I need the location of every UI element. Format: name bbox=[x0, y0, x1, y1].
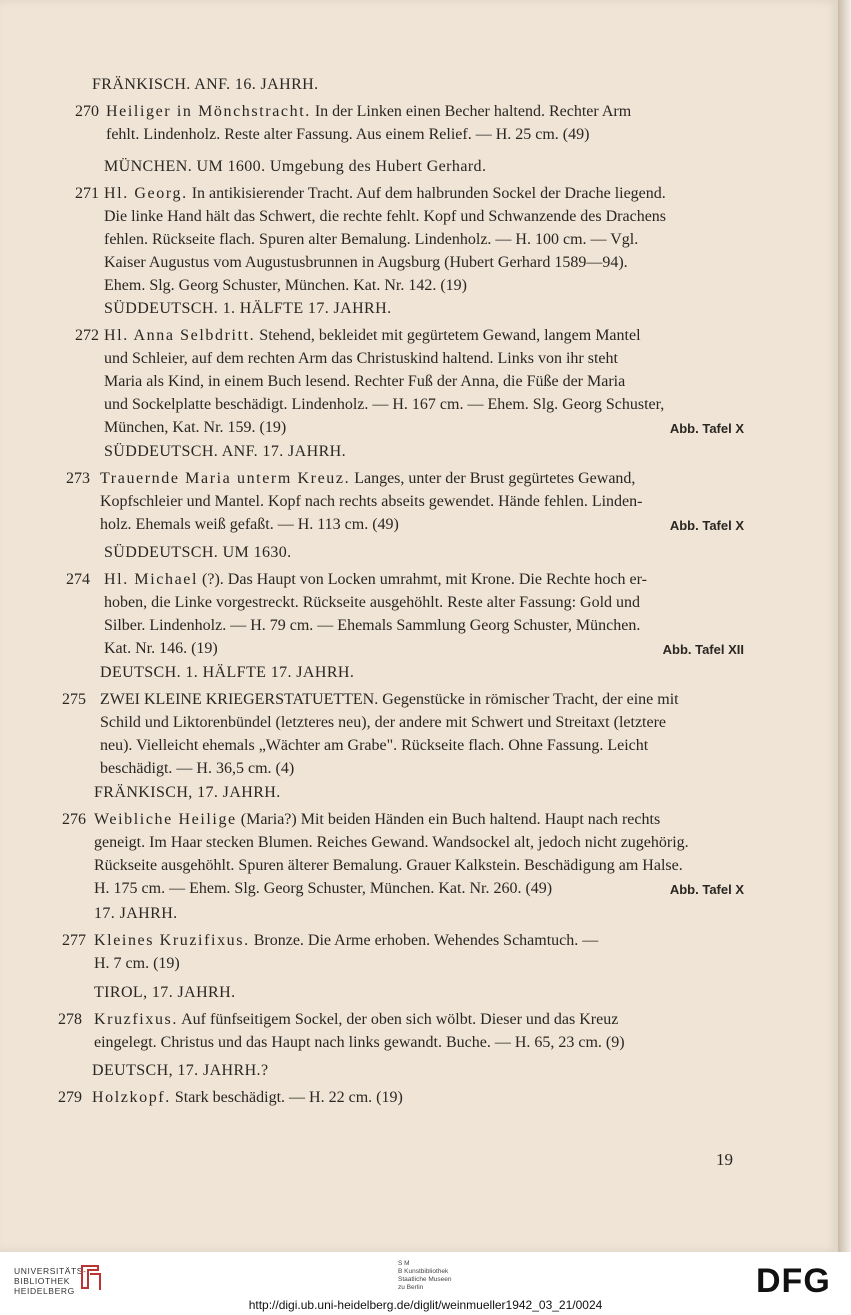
entry-text-line bbox=[104, 614, 640, 637]
object-description: holz. Ehemals weiß gefaßt. — H. 113 cm. (49) bbox=[100, 516, 399, 533]
university-logo-icon bbox=[78, 1262, 104, 1297]
object-description: Die linke Hand hält das Schwert, die rechte fehlt. Kopf und Schwanzende des Drachens bbox=[104, 208, 667, 225]
object-description: und Sockelplatte beschädigt. Lindenholz. — H. 167 cm. — Ehem. Slg. Georg Schuster, bbox=[104, 396, 665, 413]
entry-text-line bbox=[100, 688, 679, 711]
object-description: Langes, unter der Brust gegürtetes Gewand, bbox=[350, 470, 636, 487]
entry-text-line bbox=[104, 182, 666, 205]
entry-text-line bbox=[104, 416, 286, 439]
entry-text-line bbox=[100, 711, 666, 734]
object-description: Stark beschädigt. — H. 22 cm. (19) bbox=[170, 1089, 403, 1106]
entry-text-line bbox=[94, 1008, 618, 1031]
object-description: München, Kat. Nr. 159. (19) bbox=[104, 419, 287, 436]
object-description: fehlen. Rückseite flach. Spuren alter Bemalung. Lindenholz. — H. 100 cm. — Vgl. bbox=[104, 231, 639, 248]
entry-text-line bbox=[100, 490, 642, 513]
sm-kunstbibliothek-label bbox=[398, 1260, 451, 1292]
object-description: In der Linken einen Becher haltend. Rechter Arm bbox=[310, 103, 632, 120]
object-description: H. 175 cm. — Ehem. Slg. Georg Schuster, München. Kat. Nr. 260. (49) bbox=[94, 880, 553, 897]
object-description: Stehend, bekleidet mit gegürtetem Gewand, langem Mantel bbox=[255, 327, 641, 344]
entry-number: 278 bbox=[58, 1011, 82, 1028]
object-description: und Schleier, auf dem rechten Arm das Christuskind haltend. Links von ihr steht bbox=[104, 350, 618, 367]
entry-number: 279 bbox=[58, 1089, 82, 1106]
object-title: Weibliche Heilige bbox=[94, 811, 237, 828]
object-description: In antikisierender Tracht. Auf dem halbrunden Sockel der Drache liegend. bbox=[187, 185, 666, 202]
entry-heading: FRÄNKISCH. ANF. 16. JAHRH. bbox=[92, 76, 319, 93]
entry-text-line bbox=[94, 952, 180, 975]
entry-heading: DEUTSCH, 17. JAHRH.? bbox=[92, 1062, 269, 1079]
object-description: Maria als Kind, in einem Buch lesend. Rechter Fuß der Anna, die Füße der Maria bbox=[104, 373, 626, 390]
entry-number: 270 bbox=[75, 103, 99, 120]
object-title: Hl. Georg. bbox=[104, 185, 188, 202]
entry-text-line bbox=[104, 637, 218, 660]
object-description: (Maria?) Mit beiden Händen ein Buch haltend. Haupt nach rechts bbox=[236, 811, 661, 828]
object-title: Heiliger in Mönchstracht. bbox=[106, 103, 311, 120]
object-title: Holzkopf. bbox=[92, 1089, 171, 1106]
entry-text-line bbox=[104, 205, 666, 228]
entry-text-line bbox=[94, 1031, 625, 1054]
entry-text-line bbox=[104, 370, 625, 393]
object-title: Trauernde Maria unterm Kreuz. bbox=[100, 470, 351, 487]
entry-number: 274 bbox=[66, 571, 90, 588]
entry-number: 271 bbox=[75, 185, 99, 202]
entry-text-line bbox=[104, 568, 647, 591]
entry-number: 272 bbox=[75, 327, 99, 344]
entry-text-line bbox=[92, 1086, 403, 1109]
object-title: Hl. Michael bbox=[104, 571, 199, 588]
entry-text-line bbox=[94, 854, 683, 877]
illustration-reference: Abb. Tafel X bbox=[669, 882, 744, 897]
entry-text-line bbox=[104, 347, 618, 370]
illustration-reference: Abb. Tafel X bbox=[669, 518, 744, 533]
page-number: 19 bbox=[716, 1150, 733, 1169]
illustration-reference: Abb. Tafel XII bbox=[662, 642, 744, 657]
entry-number: 276 bbox=[62, 811, 86, 828]
university-line: BIBLIOTHEK bbox=[14, 1276, 71, 1286]
object-description: beschädigt. — H. 36,5 cm. (4) bbox=[100, 760, 295, 777]
entry-text-line bbox=[94, 929, 598, 952]
sm-line: Staatliche Museen bbox=[398, 1276, 452, 1283]
entry-text-line bbox=[106, 123, 589, 146]
object-description: geneigt. Im Haar stecken Blumen. Reiches Gewand. Wandsockel alt, jedoch nicht zugehörig. bbox=[94, 834, 689, 851]
object-description: Auf fünfseitigem Sockel, der oben sich wölbt. Dieser und das Kreuz bbox=[177, 1011, 619, 1028]
entry-heading: 17. JAHRH. bbox=[94, 905, 178, 922]
sm-line: S M bbox=[398, 1260, 410, 1267]
entry-text-line bbox=[104, 228, 638, 251]
university-line: HEIDELBERG bbox=[14, 1286, 75, 1296]
object-description: H. 7 cm. (19) bbox=[94, 955, 180, 972]
object-title: Kleines Kruzifixus. bbox=[94, 932, 250, 949]
object-description: Ehem. Slg. Georg Schuster, München. Kat. Nr. 142. (19) bbox=[104, 277, 468, 294]
entry-number: 273 bbox=[66, 470, 90, 487]
entry-text-line bbox=[104, 324, 641, 347]
entry-text-line bbox=[94, 831, 689, 854]
object-description: Bronze. Die Arme erhoben. Wehendes Schamtuch. — bbox=[249, 932, 599, 949]
entry-text-line bbox=[100, 513, 399, 536]
entry-text-line bbox=[104, 591, 640, 614]
university-line: UNIVERSITÄTS- bbox=[14, 1266, 87, 1276]
entry-text-line bbox=[104, 274, 467, 297]
entry-number: 275 bbox=[62, 691, 86, 708]
object-title: Kruzfixus. bbox=[94, 1011, 178, 1028]
object-description: Kaiser Augustus vom Augustusbrunnen in Augsburg (Hubert Gerhard 1589—94). bbox=[104, 254, 628, 271]
illustration-reference: Abb. Tafel X bbox=[669, 421, 744, 436]
object-description: Kat. Nr. 146. (19) bbox=[104, 640, 218, 657]
entry-heading: FRÄNKISCH, 17. JAHRH. bbox=[94, 784, 281, 801]
source-url[interactable]: http://digi.ub.uni-heidelberg.de/diglit/weinmueller1942_03_21/0024 bbox=[248, 1298, 603, 1312]
object-description: ZWEI KLEINE KRIEGERSTATUETTEN. Gegenstücke in römischer Tracht, der eine mit bbox=[100, 691, 679, 708]
entry-text-line bbox=[106, 100, 631, 123]
entry-text-line bbox=[104, 393, 664, 416]
object-description: Schild und Liktorenbündel (letzteres neu), der andere mit Schwert und Streitaxt (letztere bbox=[100, 714, 667, 731]
entry-number: 277 bbox=[62, 932, 86, 949]
entry-heading: SÜDDEUTSCH. UM 1630. bbox=[104, 544, 292, 561]
page-edge bbox=[838, 0, 851, 1252]
object-description: (?). Das Haupt von Locken umrahmt, mit Krone. Die Rechte hoch er- bbox=[198, 571, 647, 588]
entry-heading: SÜDDEUTSCH. ANF. 17. JAHRH. bbox=[104, 443, 346, 460]
object-description: hoben, die Linke vorgestreckt. Rückseite ausgehöhlt. Reste alter Fassung: Gold und bbox=[104, 594, 641, 611]
sm-line: B Kunstbibliothek bbox=[398, 1268, 449, 1275]
sm-line: zu Berlin bbox=[398, 1284, 424, 1291]
entry-text-line bbox=[94, 877, 552, 900]
object-description: Kopfschleier und Mantel. Kopf nach rechts abseits gewendet. Hände fehlen. Linden- bbox=[100, 493, 643, 510]
entry-text-line bbox=[100, 757, 294, 780]
entry-heading: DEUTSCH. 1. HÄLFTE 17. JAHRH. bbox=[100, 664, 355, 681]
entry-text-line bbox=[94, 808, 660, 831]
object-description: Rückseite ausgehöhlt. Spuren älterer Bemalung. Grauer Kalkstein. Beschädigung am Halse. bbox=[94, 857, 683, 874]
entry-heading: TIROL, 17. JAHRH. bbox=[94, 984, 236, 1001]
entry-text-line bbox=[100, 467, 635, 490]
entry-heading: MÜNCHEN. UM 1600. Umgebung des Hubert Gerhard. bbox=[104, 158, 487, 175]
object-description: eingelegt. Christus und das Haupt nach links gewandt. Buche. — H. 65, 23 cm. (9) bbox=[94, 1034, 625, 1051]
dfg-logo: DFG bbox=[756, 1262, 831, 1300]
object-description: neu). Vielleicht ehemals „Wächter am Grabe". Rückseite flach. Ohne Fassung. Leicht bbox=[100, 737, 649, 754]
entry-text-line bbox=[100, 734, 648, 757]
object-description: Silber. Lindenholz. — H. 79 cm. — Ehemals Sammlung Georg Schuster, München. bbox=[104, 617, 641, 634]
university-library-label bbox=[14, 1266, 87, 1296]
entry-text-line bbox=[104, 251, 628, 274]
entry-heading: SÜDDEUTSCH. 1. HÄLFTE 17. JAHRH. bbox=[104, 300, 392, 317]
object-title: Hl. Anna Selbdritt. bbox=[104, 327, 256, 344]
object-description: fehlt. Lindenholz. Reste alter Fassung. Aus einem Relief. — H. 25 cm. (49) bbox=[106, 126, 590, 143]
